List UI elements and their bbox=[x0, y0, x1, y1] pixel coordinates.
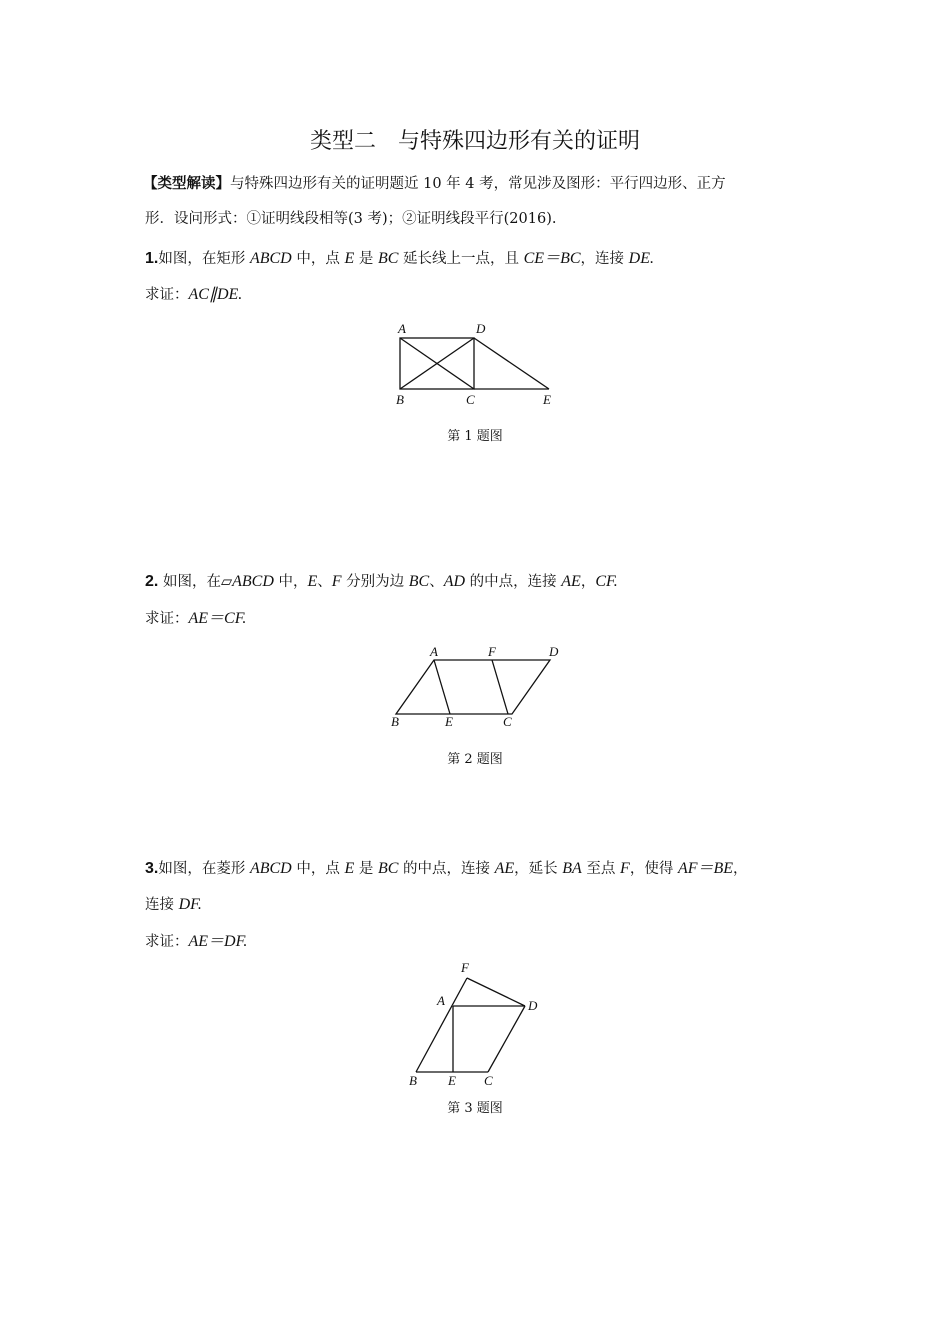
text-segment: AE bbox=[561, 573, 581, 590]
segment-cf bbox=[492, 660, 508, 714]
segment-de bbox=[474, 338, 549, 389]
text-segment: F bbox=[620, 860, 630, 877]
label-f: F bbox=[461, 960, 469, 975]
text-segment: 与特殊四边形有关的证明题近 10 年 4 考，常见涉及图形：平行四边形、正方 bbox=[230, 176, 726, 192]
text-segment: ，连接 bbox=[580, 251, 629, 267]
text-segment: 如图，在▱ bbox=[158, 574, 233, 590]
label-f: F bbox=[488, 644, 496, 659]
text-segment: BC bbox=[377, 250, 399, 267]
text-segment: E bbox=[344, 860, 355, 877]
figure-1 bbox=[400, 338, 549, 389]
label-e: E bbox=[543, 392, 551, 407]
text-segment: ，延长 bbox=[514, 861, 563, 877]
text-segment: 连接 bbox=[145, 897, 179, 913]
figure-2-caption: 第 2 题图 bbox=[447, 752, 503, 767]
label-d: D bbox=[528, 998, 538, 1013]
text-segment: AE bbox=[494, 860, 515, 877]
text-segment: 的中点，连接 bbox=[465, 574, 562, 590]
text-segment: F bbox=[331, 573, 342, 590]
text-segment: 中， bbox=[273, 574, 308, 590]
text-segment: 分别为边 bbox=[341, 574, 409, 590]
label-b: B bbox=[391, 714, 399, 729]
text-segment: E bbox=[344, 250, 355, 267]
label-d: D bbox=[476, 321, 486, 336]
label-e: E bbox=[445, 714, 453, 729]
text-segment: 形．设问形式：①证明线段相等(3 考)；②证明线段平行(2016). bbox=[145, 211, 557, 227]
label-c: C bbox=[466, 392, 475, 407]
parallelogram-abcd bbox=[396, 660, 550, 714]
text-segment: AF＝BE bbox=[677, 860, 734, 877]
text-segment: ABCD bbox=[232, 573, 274, 590]
figure-3-caption: 第 3 题图 bbox=[447, 1101, 503, 1116]
text-segment: 是 bbox=[354, 251, 378, 267]
text-segment: BC bbox=[377, 860, 399, 877]
text-segment: CE＝BC bbox=[523, 250, 581, 267]
text-segment: ，使得 bbox=[629, 861, 678, 877]
label-a: A bbox=[437, 993, 445, 1008]
figure-3 bbox=[416, 978, 525, 1072]
text-segment: 延长线上一点，且 bbox=[398, 251, 524, 267]
text-segment: 2. bbox=[145, 573, 159, 590]
text-segment: 是 bbox=[354, 861, 378, 877]
label-b: B bbox=[396, 392, 404, 407]
segment-ae bbox=[434, 660, 450, 714]
text-segment: AC∥DE. bbox=[188, 286, 243, 303]
text-segment: DE. bbox=[628, 250, 654, 267]
segment-dc bbox=[488, 1006, 525, 1072]
text-segment: ABCD bbox=[249, 860, 292, 877]
text-segment: 求证： bbox=[145, 934, 189, 950]
text-segment: 如图，在矩形 bbox=[158, 251, 250, 267]
label-a: A bbox=[430, 644, 438, 659]
label-e: E bbox=[448, 1073, 456, 1088]
text-segment: BA bbox=[562, 860, 582, 877]
text-segment: 【类型解读】 bbox=[143, 176, 230, 192]
text-segment: 3. bbox=[145, 860, 159, 877]
text-segment: DF. bbox=[178, 896, 202, 913]
page-title: 类型二 与特殊四边形有关的证明 bbox=[309, 129, 640, 154]
text-segment: E bbox=[307, 573, 318, 590]
text-segment: 求证： bbox=[145, 287, 189, 303]
text-segment: 中，点 bbox=[291, 251, 345, 267]
label-c: C bbox=[484, 1073, 493, 1088]
text-segment: ， bbox=[733, 861, 748, 877]
label-a: A bbox=[398, 321, 406, 336]
text-segment: AD bbox=[443, 573, 466, 590]
text-segment: 至点 bbox=[581, 861, 621, 877]
figure-2 bbox=[396, 660, 550, 714]
text-segment: AE＝CF. bbox=[188, 610, 247, 627]
figure-1-caption: 第 1 题图 bbox=[447, 429, 503, 444]
text-segment: CF. bbox=[595, 573, 618, 590]
text-segment: 求证： bbox=[145, 611, 189, 627]
text-segment: 如图，在菱形 bbox=[158, 861, 250, 877]
text-segment: BC bbox=[408, 573, 430, 590]
text-segment: ， bbox=[580, 574, 596, 590]
text-segment: 1. bbox=[145, 250, 159, 267]
label-b: B bbox=[409, 1073, 417, 1088]
segment-fd bbox=[467, 978, 525, 1006]
text-segment: AE＝DF. bbox=[188, 933, 248, 950]
text-segment: ABCD bbox=[249, 250, 292, 267]
text-segment: 中，点 bbox=[291, 861, 345, 877]
label-d: D bbox=[549, 644, 559, 659]
text-segment: 、 bbox=[317, 574, 332, 590]
text-segment: 的中点，连接 bbox=[398, 861, 495, 877]
label-c: C bbox=[503, 714, 512, 729]
text-segment: 、 bbox=[429, 574, 444, 590]
